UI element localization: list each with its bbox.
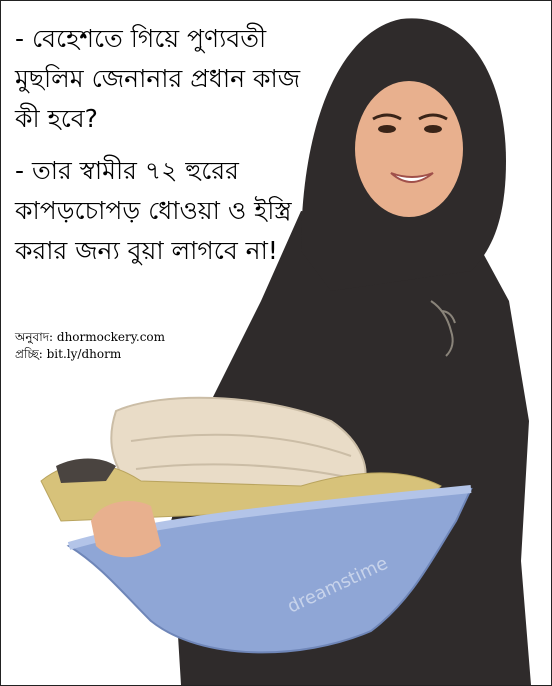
translation-label: অনুবাদ: (15, 330, 54, 344)
watermark-text: dreamstime (284, 552, 392, 618)
image-credit (15, 346, 165, 363)
image-link: bit.ly/dhorm (46, 347, 122, 361)
image-label: প্রচ্ছি: (15, 347, 43, 361)
translation-site: dhormockery.com (56, 330, 166, 344)
left-eye (378, 125, 396, 133)
joke-question: - বেহেশতে গিয়ে পুণ্যবতী মুছলিম জেনানার প্রধান কাজ কী হবে? (15, 24, 301, 133)
joke-dialogue (15, 19, 315, 283)
translation-credit (15, 329, 165, 346)
face (355, 81, 463, 217)
hand (91, 501, 161, 557)
dark-cloth (56, 459, 116, 484)
right-eye (424, 125, 442, 133)
credits (15, 329, 165, 363)
joke-answer: - তার স্বামীর ৭২ হুরের কাপড়চোপড় ধোওয়া ও ইস্ত্রি করার জন্য বুয়া লাগবে না! (15, 156, 292, 265)
